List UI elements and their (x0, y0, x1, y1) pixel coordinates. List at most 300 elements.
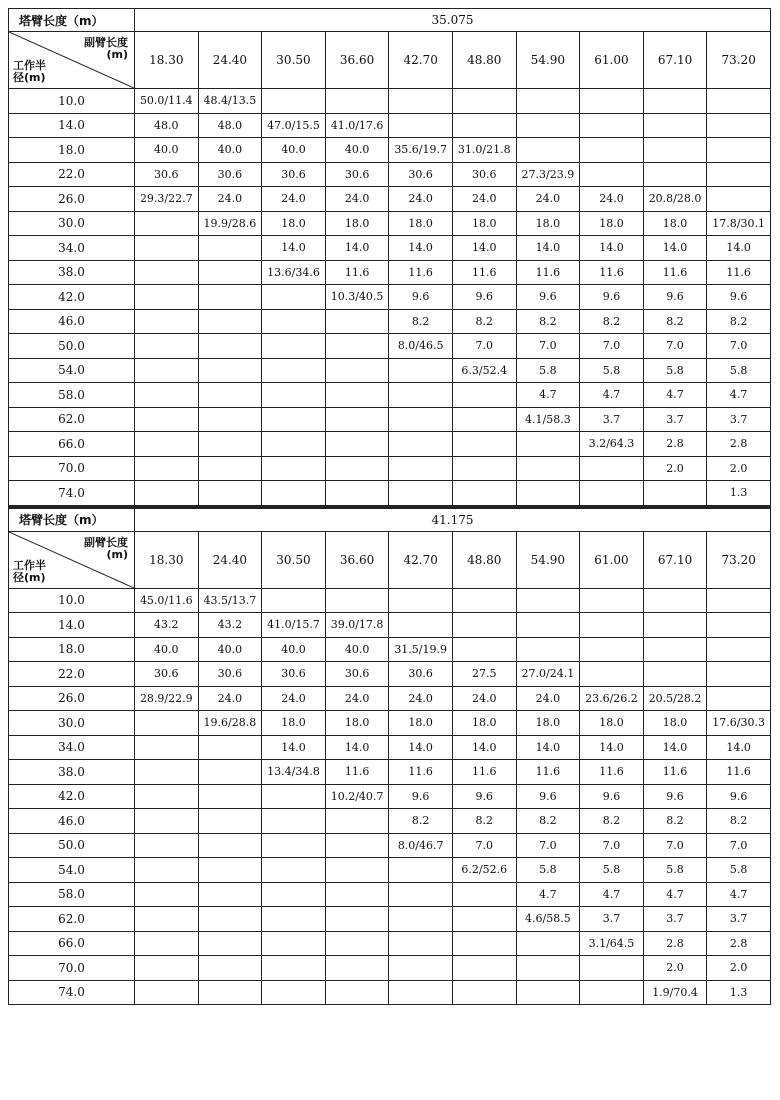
load-value-cell: 8.2 (707, 809, 771, 834)
load-value-cell (135, 432, 199, 457)
load-value-cell: 11.6 (580, 260, 644, 285)
load-value-cell: 40.0 (198, 637, 262, 662)
load-value-cell (452, 89, 516, 114)
load-value-cell: 3.7 (580, 907, 644, 932)
load-value-cell: 11.6 (516, 760, 580, 785)
load-value-cell: 48.4/13.5 (198, 89, 262, 114)
working-radius-cell: 22.0 (9, 162, 135, 187)
load-value-cell: 14.0 (389, 735, 453, 760)
load-value-cell: 2.0 (643, 456, 707, 481)
load-value-cell: 7.0 (516, 833, 580, 858)
working-radius-cell: 42.0 (9, 784, 135, 809)
jib-length-header: 36.60 (325, 32, 389, 89)
load-value-cell: 24.0 (452, 187, 516, 212)
load-value-cell: 27.3/23.9 (516, 162, 580, 187)
load-value-cell: 8.0/46.5 (389, 334, 453, 359)
load-value-cell: 7.0 (516, 334, 580, 359)
load-value-cell (452, 956, 516, 981)
load-value-cell (262, 833, 326, 858)
tower-length-value: 41.175 (135, 508, 771, 532)
load-value-cell: 35.6/19.7 (389, 138, 453, 163)
load-value-cell: 11.6 (325, 260, 389, 285)
load-value-cell: 4.1/58.3 (516, 407, 580, 432)
load-value-cell (262, 309, 326, 334)
load-value-cell: 30.6 (325, 162, 389, 187)
load-value-cell: 7.0 (707, 833, 771, 858)
working-radius-label-line2: 径(m) (13, 570, 46, 584)
load-value-cell: 18.0 (643, 711, 707, 736)
load-value-cell: 17.6/30.3 (707, 711, 771, 736)
load-value-cell (135, 236, 199, 261)
load-value-cell (516, 980, 580, 1005)
load-value-cell: 7.0 (452, 833, 516, 858)
load-value-cell: 40.0 (325, 637, 389, 662)
load-value-cell (135, 882, 199, 907)
working-radius-cell: 46.0 (9, 809, 135, 834)
jib-length-header: 42.70 (389, 531, 453, 588)
load-value-cell (389, 907, 453, 932)
load-value-cell (643, 113, 707, 138)
load-chart-table-35 (8, 8, 771, 507)
load-value-cell (389, 432, 453, 457)
load-value-cell: 30.6 (135, 162, 199, 187)
load-value-cell (516, 138, 580, 163)
load-value-cell (198, 432, 262, 457)
load-value-cell (389, 481, 453, 506)
working-radius-label (13, 60, 46, 84)
load-value-cell (389, 613, 453, 638)
load-value-cell: 18.0 (643, 211, 707, 236)
load-value-cell (198, 383, 262, 408)
load-value-cell (135, 809, 199, 834)
load-value-cell: 3.7 (707, 407, 771, 432)
load-value-cell: 30.6 (198, 162, 262, 187)
load-value-cell: 18.0 (262, 211, 326, 236)
load-value-cell: 18.0 (262, 711, 326, 736)
jib-length-header: 61.00 (580, 32, 644, 89)
load-value-cell: 14.0 (643, 236, 707, 261)
load-value-cell: 18.0 (580, 711, 644, 736)
jib-length-header: 54.90 (516, 531, 580, 588)
load-value-cell (135, 285, 199, 310)
working-radius-cell: 22.0 (9, 662, 135, 687)
load-value-cell: 8.2 (643, 809, 707, 834)
load-value-cell (452, 637, 516, 662)
table-row (9, 686, 771, 711)
load-value-cell: 40.0 (135, 637, 199, 662)
load-value-cell: 24.0 (325, 686, 389, 711)
working-radius-cell: 30.0 (9, 211, 135, 236)
load-value-cell (580, 456, 644, 481)
load-value-cell (135, 760, 199, 785)
load-value-cell: 18.0 (452, 711, 516, 736)
jib-length-header: 67.10 (643, 32, 707, 89)
load-value-cell (262, 285, 326, 310)
load-value-cell: 14.0 (452, 236, 516, 261)
load-value-cell (452, 980, 516, 1005)
working-radius-cell: 66.0 (9, 931, 135, 956)
load-value-cell (580, 89, 644, 114)
load-value-cell: 7.0 (580, 833, 644, 858)
table-row (9, 588, 771, 613)
load-value-cell: 3.2/64.3 (580, 432, 644, 457)
load-value-cell: 5.8 (707, 358, 771, 383)
load-value-cell: 14.0 (516, 735, 580, 760)
load-value-cell: 13.6/34.6 (262, 260, 326, 285)
load-value-cell (452, 931, 516, 956)
load-value-cell: 11.6 (389, 760, 453, 785)
load-value-cell (452, 432, 516, 457)
working-radius-cell: 46.0 (9, 309, 135, 334)
load-value-cell (389, 980, 453, 1005)
table-row (9, 456, 771, 481)
load-value-cell: 11.6 (325, 760, 389, 785)
load-value-cell: 29.3/22.7 (135, 187, 199, 212)
load-value-cell (452, 407, 516, 432)
load-value-cell (643, 138, 707, 163)
table-row (9, 833, 771, 858)
jib-length-header: 30.50 (262, 531, 326, 588)
load-value-cell (198, 833, 262, 858)
load-value-cell (325, 980, 389, 1005)
load-value-cell: 3.7 (707, 907, 771, 932)
load-value-cell (135, 735, 199, 760)
load-value-cell: 5.8 (643, 858, 707, 883)
load-value-cell (135, 784, 199, 809)
working-radius-cell: 34.0 (9, 735, 135, 760)
load-value-cell (580, 588, 644, 613)
load-value-cell: 40.0 (325, 138, 389, 163)
load-value-cell (389, 113, 453, 138)
table-row (9, 285, 771, 310)
load-value-cell (325, 89, 389, 114)
load-value-cell (135, 358, 199, 383)
table-row (9, 980, 771, 1005)
working-radius-cell: 54.0 (9, 858, 135, 883)
load-value-cell: 8.2 (389, 809, 453, 834)
load-value-cell (452, 383, 516, 408)
load-value-cell (262, 383, 326, 408)
load-value-cell: 9.6 (580, 784, 644, 809)
working-radius-cell: 50.0 (9, 334, 135, 359)
table-row (9, 162, 771, 187)
load-value-cell: 9.6 (516, 784, 580, 809)
load-value-cell (516, 89, 580, 114)
load-value-cell: 8.2 (580, 309, 644, 334)
load-value-cell (580, 162, 644, 187)
load-value-cell (452, 113, 516, 138)
load-value-cell: 30.6 (198, 662, 262, 687)
load-value-cell: 24.0 (389, 187, 453, 212)
jib-length-header: 67.10 (643, 531, 707, 588)
load-value-cell (325, 858, 389, 883)
load-value-cell (325, 407, 389, 432)
load-value-cell: 11.6 (452, 260, 516, 285)
load-value-cell (262, 334, 326, 359)
load-value-cell (262, 931, 326, 956)
load-value-cell: 9.6 (707, 784, 771, 809)
load-value-cell: 43.2 (198, 613, 262, 638)
load-value-cell: 48.0 (198, 113, 262, 138)
load-value-cell (516, 432, 580, 457)
working-radius-cell: 18.0 (9, 138, 135, 163)
load-value-cell: 39.0/17.8 (325, 613, 389, 638)
working-radius-cell: 34.0 (9, 236, 135, 261)
load-value-cell: 8.2 (516, 809, 580, 834)
working-radius-cell: 50.0 (9, 833, 135, 858)
load-value-cell: 5.8 (516, 358, 580, 383)
load-value-cell (198, 882, 262, 907)
load-value-cell (262, 784, 326, 809)
load-value-cell: 27.0/24.1 (516, 662, 580, 687)
load-value-cell: 27.5 (452, 662, 516, 687)
load-value-cell (198, 760, 262, 785)
table-row (9, 383, 771, 408)
load-value-cell: 11.6 (707, 260, 771, 285)
load-value-cell (262, 358, 326, 383)
load-value-cell (452, 613, 516, 638)
tower-length-label: 塔臂长度（m） (9, 9, 135, 32)
working-radius-cell: 26.0 (9, 686, 135, 711)
load-value-cell: 10.3/40.5 (325, 285, 389, 310)
jib-length-header: 18.30 (135, 32, 199, 89)
load-value-cell: 9.6 (580, 285, 644, 310)
load-value-cell (135, 456, 199, 481)
load-value-cell (198, 931, 262, 956)
load-value-cell (452, 588, 516, 613)
jib-length-label-line1: 副臂长度 (84, 535, 128, 549)
load-value-cell (262, 956, 326, 981)
table-row (9, 89, 771, 114)
load-value-cell (516, 613, 580, 638)
load-value-cell (262, 481, 326, 506)
jib-length-header: 24.40 (198, 32, 262, 89)
load-value-cell (198, 456, 262, 481)
load-value-cell: 19.6/28.8 (198, 711, 262, 736)
load-value-cell: 24.0 (389, 686, 453, 711)
load-value-cell: 8.2 (516, 309, 580, 334)
load-value-cell (135, 309, 199, 334)
load-value-cell (198, 956, 262, 981)
load-value-cell: 18.0 (325, 711, 389, 736)
load-value-cell (325, 956, 389, 981)
working-radius-cell: 58.0 (9, 882, 135, 907)
table-row (9, 211, 771, 236)
working-radius-cell: 10.0 (9, 89, 135, 114)
load-value-cell (325, 358, 389, 383)
table-row (9, 138, 771, 163)
jib-length-header: 42.70 (389, 32, 453, 89)
load-value-cell: 2.0 (707, 956, 771, 981)
load-value-cell: 4.7 (707, 882, 771, 907)
working-radius-cell: 10.0 (9, 588, 135, 613)
load-value-cell (198, 858, 262, 883)
load-value-cell (707, 588, 771, 613)
load-value-cell: 24.0 (580, 187, 644, 212)
load-value-cell: 24.0 (325, 187, 389, 212)
load-value-cell: 40.0 (262, 138, 326, 163)
table-row (9, 931, 771, 956)
table-row (9, 711, 771, 736)
working-radius-cell: 38.0 (9, 260, 135, 285)
load-value-cell (516, 456, 580, 481)
table-row (9, 637, 771, 662)
table-row (9, 882, 771, 907)
load-value-cell: 4.7 (643, 882, 707, 907)
load-value-cell (643, 613, 707, 638)
load-value-cell: 9.6 (643, 784, 707, 809)
working-radius-cell: 26.0 (9, 187, 135, 212)
load-value-cell: 2.8 (643, 931, 707, 956)
load-value-cell (580, 138, 644, 163)
load-value-cell: 18.0 (516, 211, 580, 236)
load-value-cell: 30.6 (262, 662, 326, 687)
load-value-cell: 8.2 (389, 309, 453, 334)
load-value-cell (198, 285, 262, 310)
load-value-cell: 14.0 (707, 236, 771, 261)
working-radius-cell: 62.0 (9, 907, 135, 932)
table-row (9, 334, 771, 359)
load-value-cell (135, 407, 199, 432)
column-header-row (9, 32, 771, 89)
load-value-cell (580, 481, 644, 506)
load-value-cell: 5.8 (516, 858, 580, 883)
load-value-cell (452, 456, 516, 481)
load-value-cell: 4.7 (516, 882, 580, 907)
jib-length-header: 36.60 (325, 531, 389, 588)
load-value-cell: 9.6 (707, 285, 771, 310)
load-value-cell (325, 481, 389, 506)
load-value-cell (516, 481, 580, 506)
load-value-cell (262, 858, 326, 883)
load-value-cell (262, 588, 326, 613)
load-value-cell (389, 383, 453, 408)
load-value-cell (325, 383, 389, 408)
load-value-cell: 8.2 (707, 309, 771, 334)
load-value-cell: 24.0 (516, 187, 580, 212)
load-value-cell (262, 89, 326, 114)
load-value-cell (262, 809, 326, 834)
corner-header (9, 531, 135, 588)
load-value-cell (198, 907, 262, 932)
load-value-cell: 14.0 (643, 735, 707, 760)
load-value-cell (135, 711, 199, 736)
working-radius-cell: 18.0 (9, 637, 135, 662)
table-row (9, 358, 771, 383)
load-value-cell (389, 956, 453, 981)
load-value-cell: 14.0 (262, 236, 326, 261)
load-value-cell: 20.5/28.2 (643, 686, 707, 711)
load-value-cell (516, 956, 580, 981)
load-value-cell: 2.0 (707, 456, 771, 481)
load-value-cell (325, 432, 389, 457)
load-value-cell: 45.0/11.6 (135, 588, 199, 613)
load-value-cell: 24.0 (516, 686, 580, 711)
load-value-cell: 18.0 (389, 211, 453, 236)
load-value-cell: 41.0/15.7 (262, 613, 326, 638)
working-radius-cell: 30.0 (9, 711, 135, 736)
load-value-cell (262, 407, 326, 432)
load-value-cell: 14.0 (580, 236, 644, 261)
load-value-cell (198, 809, 262, 834)
load-value-cell (325, 809, 389, 834)
load-value-cell: 43.2 (135, 613, 199, 638)
load-value-cell: 14.0 (516, 236, 580, 261)
table-row (9, 784, 771, 809)
jib-length-label-line2: (m) (106, 547, 128, 561)
load-value-cell: 30.6 (135, 662, 199, 687)
load-value-cell: 20.8/28.0 (643, 187, 707, 212)
load-value-cell: 23.6/26.2 (580, 686, 644, 711)
load-value-cell (643, 89, 707, 114)
load-value-cell: 8.2 (643, 309, 707, 334)
load-value-cell: 19.9/28.6 (198, 211, 262, 236)
load-value-cell (135, 334, 199, 359)
load-value-cell (198, 260, 262, 285)
load-value-cell (643, 162, 707, 187)
working-radius-cell: 58.0 (9, 383, 135, 408)
load-value-cell (198, 309, 262, 334)
load-value-cell (389, 588, 453, 613)
table-row (9, 662, 771, 687)
load-value-cell: 1.3 (707, 980, 771, 1005)
load-value-cell (198, 735, 262, 760)
load-value-cell (262, 432, 326, 457)
tower-length-label: 塔臂长度（m） (9, 508, 135, 532)
load-value-cell: 30.6 (262, 162, 326, 187)
load-value-cell: 18.0 (516, 711, 580, 736)
load-value-cell (452, 907, 516, 932)
load-value-cell: 11.6 (707, 760, 771, 785)
load-value-cell: 14.0 (389, 236, 453, 261)
load-value-cell: 18.0 (325, 211, 389, 236)
working-radius-cell: 66.0 (9, 432, 135, 457)
working-radius-cell: 38.0 (9, 760, 135, 785)
load-value-cell (135, 833, 199, 858)
load-value-cell (325, 907, 389, 932)
table-row (9, 481, 771, 506)
load-value-cell: 8.0/46.7 (389, 833, 453, 858)
load-value-cell (707, 662, 771, 687)
load-value-cell: 11.6 (389, 260, 453, 285)
working-radius-cell: 70.0 (9, 956, 135, 981)
load-value-cell (198, 784, 262, 809)
load-value-cell (135, 956, 199, 981)
load-value-cell: 40.0 (135, 138, 199, 163)
load-value-cell (389, 358, 453, 383)
load-value-cell: 3.1/64.5 (580, 931, 644, 956)
jib-length-header: 54.90 (516, 32, 580, 89)
load-value-cell (135, 858, 199, 883)
jib-length-label (84, 37, 128, 61)
load-value-cell: 40.0 (198, 138, 262, 163)
table-row (9, 113, 771, 138)
load-value-cell (516, 637, 580, 662)
load-value-cell: 5.8 (643, 358, 707, 383)
load-value-cell: 24.0 (198, 686, 262, 711)
load-value-cell: 7.0 (643, 833, 707, 858)
load-value-cell: 9.6 (452, 784, 516, 809)
jib-length-header: 73.20 (707, 531, 771, 588)
working-radius-label-line1: 工作半 (13, 558, 46, 572)
load-value-cell: 48.0 (135, 113, 199, 138)
load-chart-table-41 (8, 507, 771, 1006)
load-value-cell (452, 882, 516, 907)
load-value-cell: 5.8 (580, 358, 644, 383)
load-value-cell: 7.0 (580, 334, 644, 359)
working-radius-cell: 42.0 (9, 285, 135, 310)
load-value-cell: 14.0 (325, 735, 389, 760)
